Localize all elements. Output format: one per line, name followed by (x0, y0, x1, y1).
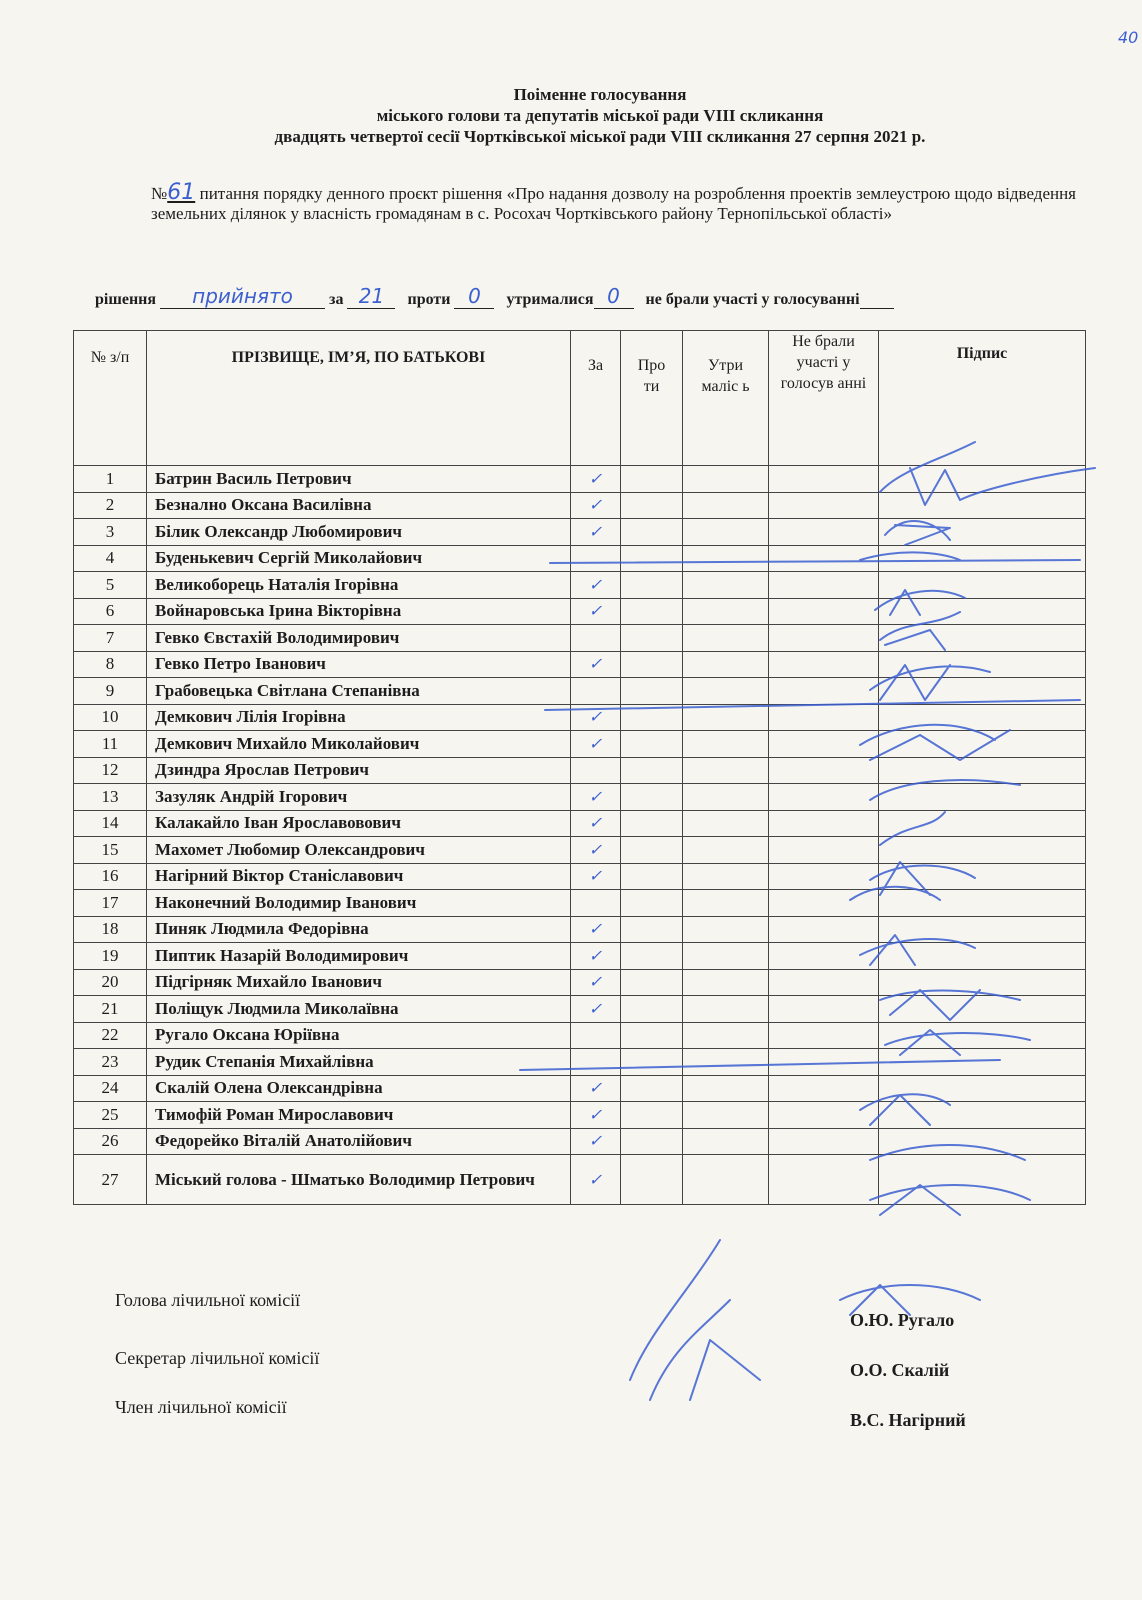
row-number: 14 (74, 810, 147, 837)
row-number: 1 (74, 466, 147, 493)
row-not-voted (769, 996, 879, 1023)
table-row (74, 1022, 1086, 1049)
commission-secretary-name: О.О. Скалій (850, 1360, 950, 1380)
row-number: 10 (74, 704, 147, 731)
row-signature (879, 1022, 1086, 1049)
row-not-voted (769, 704, 879, 731)
row-signature (879, 1128, 1086, 1155)
decision-label: рішення (95, 291, 157, 308)
row-number: 11 (74, 731, 147, 758)
row-vote-against (621, 678, 683, 705)
row-vote-abstain (683, 916, 769, 943)
row-name: Гевко Євстахій Володимирович (147, 625, 571, 652)
row-number: 16 (74, 863, 147, 890)
row-vote-against (621, 837, 683, 864)
row-vote-against (621, 545, 683, 572)
row-name: Демкович Михайло Миколайович (147, 731, 571, 758)
agenda-text: питання порядку денного проєкт рішення «Про надання дозволу на розроблення проектів землеустрою щодо відведення земельних ділянок у власність громадянам в с. Росохач Чортківського району Тернопільської області» (151, 184, 1077, 223)
row-vote-abstain (683, 1022, 769, 1049)
row-name: Войнаровська Ірина Вікторівна (147, 598, 571, 625)
row-name: Пиптик Назарій Володимирович (147, 943, 571, 970)
table-row (74, 810, 1086, 837)
row-not-voted (769, 651, 879, 678)
commission-chair-label: Голова лічильної комісії (115, 1290, 301, 1310)
row-not-voted (769, 545, 879, 572)
row-signature (879, 651, 1086, 678)
row-number: 6 (74, 598, 147, 625)
row-vote-against (621, 784, 683, 811)
row-vote-for: ✓ (571, 492, 621, 519)
row-vote-against (621, 969, 683, 996)
row-not-voted (769, 1128, 879, 1155)
table-row (74, 916, 1086, 943)
row-vote-for: ✓ (571, 651, 621, 678)
row-name: Зазуляк Андрій Ігорович (147, 784, 571, 811)
table-row (74, 1075, 1086, 1102)
commission-secretary-label: Секретар лічильної комісії (115, 1348, 320, 1368)
table-row (74, 519, 1086, 546)
row-vote-for (571, 1022, 621, 1049)
row-vote-abstain (683, 731, 769, 758)
row-name: Наконечний Володимир Іванович (147, 890, 571, 917)
table-row (74, 837, 1086, 864)
row-signature (879, 1049, 1086, 1076)
row-vote-for: ✓ (571, 1102, 621, 1129)
row-vote-for: ✓ (571, 1128, 621, 1155)
row-vote-for: ✓ (571, 810, 621, 837)
row-vote-for: ✓ (571, 1155, 621, 1205)
table-row (74, 545, 1086, 572)
row-not-voted (769, 916, 879, 943)
row-vote-against (621, 1128, 683, 1155)
row-vote-against (621, 757, 683, 784)
row-name: Дзиндра Ярослав Петрович (147, 757, 571, 784)
row-vote-for: ✓ (571, 969, 621, 996)
row-name: Махомет Любомир Олександрович (147, 837, 571, 864)
row-name: Безнално Оксана Василівна (147, 492, 571, 519)
row-vote-against (621, 943, 683, 970)
row-number: 2 (74, 492, 147, 519)
row-not-voted (769, 1022, 879, 1049)
row-not-voted (769, 466, 879, 493)
row-vote-for: ✓ (571, 996, 621, 1023)
row-vote-abstain (683, 519, 769, 546)
row-not-voted (769, 731, 879, 758)
row-vote-abstain (683, 1049, 769, 1076)
row-vote-abstain (683, 1075, 769, 1102)
row-number: 13 (74, 784, 147, 811)
table-row (74, 598, 1086, 625)
row-vote-abstain (683, 1128, 769, 1155)
commission-member-name: В.С. Нагірний (850, 1410, 966, 1430)
row-number: 15 (74, 837, 147, 864)
not-voted-label: не брали участі у голосуванні (645, 291, 860, 308)
row-vote-against (621, 1022, 683, 1049)
row-vote-abstain (683, 598, 769, 625)
row-signature (879, 1155, 1086, 1205)
row-vote-abstain (683, 810, 769, 837)
commission-member-label: Член лічильної комісії (115, 1397, 287, 1417)
row-not-voted (769, 625, 879, 652)
agenda-item (151, 180, 1077, 224)
row-not-voted (769, 837, 879, 864)
table-header-row (74, 331, 1086, 466)
row-name: Великоборець Наталія Ігорівна (147, 572, 571, 599)
row-signature (879, 731, 1086, 758)
table-row (74, 784, 1086, 811)
row-signature (879, 492, 1086, 519)
row-name: Грабовецька Світлана Степанівна (147, 678, 571, 705)
row-vote-against (621, 598, 683, 625)
row-number: 3 (74, 519, 147, 546)
row-name: Скалій Олена Олександрівна (147, 1075, 571, 1102)
for-count: 21 (358, 284, 385, 308)
table-row (74, 625, 1086, 652)
table-row (74, 731, 1086, 758)
row-not-voted (769, 678, 879, 705)
table-row (74, 996, 1086, 1023)
header-subtitle: міського голови та депутатів міської ради VIII скликання (376, 106, 824, 125)
row-vote-against (621, 625, 683, 652)
row-number: 22 (74, 1022, 147, 1049)
row-signature (879, 863, 1086, 890)
row-vote-abstain (683, 625, 769, 652)
row-vote-abstain (683, 863, 769, 890)
row-vote-for: ✓ (571, 598, 621, 625)
header-not-voted: Не брали участі у голосув анні (769, 331, 879, 466)
row-name: Рудик Степанія Михайлівна (147, 1049, 571, 1076)
row-signature (879, 810, 1086, 837)
table-row (74, 757, 1086, 784)
row-number: 5 (74, 572, 147, 599)
row-vote-abstain (683, 651, 769, 678)
row-vote-abstain (683, 969, 769, 996)
header-session: двадцять четвертої сесії Чортківської міської ради VIII скликання 27 серпня 2021 р. (274, 127, 926, 146)
row-signature (879, 678, 1086, 705)
table-row (74, 651, 1086, 678)
row-not-voted (769, 572, 879, 599)
commission-chair-name: О.Ю. Ругало (850, 1310, 955, 1330)
table-row (74, 678, 1086, 705)
row-vote-for: ✓ (571, 519, 621, 546)
row-signature (879, 704, 1086, 731)
handwritten-signature-commission-1 (630, 1240, 760, 1400)
row-vote-for (571, 890, 621, 917)
row-vote-against (621, 704, 683, 731)
abstain-label: утрималися (506, 291, 594, 308)
row-vote-for (571, 678, 621, 705)
row-vote-for (571, 757, 621, 784)
row-vote-for: ✓ (571, 837, 621, 864)
header-abstain: Утри маліс ь (683, 331, 769, 466)
header-title: Поіменне голосування (513, 85, 687, 104)
row-vote-abstain (683, 757, 769, 784)
row-vote-for: ✓ (571, 466, 621, 493)
table-row (74, 1128, 1086, 1155)
row-name: Ругало Оксана Юріївна (147, 1022, 571, 1049)
row-number: 26 (74, 1128, 147, 1155)
row-name: Буденькевич Сергій Миколайович (147, 545, 571, 572)
decision-line (95, 284, 1085, 309)
row-not-voted (769, 969, 879, 996)
row-vote-abstain (683, 784, 769, 811)
row-name: Міський голова - Шматько Володимир Петрович (147, 1155, 571, 1205)
row-vote-for: ✓ (571, 916, 621, 943)
row-vote-against (621, 1102, 683, 1129)
row-number: 21 (74, 996, 147, 1023)
row-vote-abstain (683, 704, 769, 731)
row-number: 9 (74, 678, 147, 705)
row-signature (879, 916, 1086, 943)
row-signature (879, 1102, 1086, 1129)
table-row (74, 704, 1086, 731)
row-not-voted (769, 757, 879, 784)
table-row (74, 1049, 1086, 1076)
agenda-number-value: 61 (167, 180, 196, 205)
row-vote-abstain (683, 890, 769, 917)
header-num: № з/п (74, 331, 147, 466)
row-vote-for: ✓ (571, 943, 621, 970)
row-vote-against (621, 519, 683, 546)
row-signature (879, 757, 1086, 784)
row-vote-abstain (683, 678, 769, 705)
row-vote-for: ✓ (571, 704, 621, 731)
row-number: 8 (74, 651, 147, 678)
row-number: 4 (74, 545, 147, 572)
row-vote-abstain (683, 492, 769, 519)
row-vote-against (621, 731, 683, 758)
row-signature (879, 545, 1086, 572)
row-name: Підгірняк Михайло Іванович (147, 969, 571, 996)
row-number: 17 (74, 890, 147, 917)
row-vote-against (621, 890, 683, 917)
row-vote-against (621, 572, 683, 599)
table-row (74, 1102, 1086, 1129)
row-vote-for (571, 1049, 621, 1076)
row-name: Поліщук Людмила Миколаївна (147, 996, 571, 1023)
table-row (74, 969, 1086, 996)
row-vote-abstain (683, 1155, 769, 1205)
row-number: 23 (74, 1049, 147, 1076)
row-name: Пиняк Людмила Федорівна (147, 916, 571, 943)
row-vote-against (621, 863, 683, 890)
row-signature (879, 996, 1086, 1023)
row-vote-for: ✓ (571, 863, 621, 890)
row-signature (879, 1075, 1086, 1102)
row-not-voted (769, 1075, 879, 1102)
row-vote-against (621, 492, 683, 519)
row-number: 27 (74, 1155, 147, 1205)
row-signature (879, 519, 1086, 546)
row-signature (879, 625, 1086, 652)
row-name: Білик Олександр Любомирович (147, 519, 571, 546)
table-row (74, 492, 1086, 519)
row-number: 24 (74, 1075, 147, 1102)
row-vote-against (621, 916, 683, 943)
row-not-voted (769, 863, 879, 890)
row-signature (879, 572, 1086, 599)
row-vote-for: ✓ (571, 784, 621, 811)
against-label: проти (407, 291, 451, 308)
row-vote-for: ✓ (571, 1075, 621, 1102)
row-vote-for (571, 625, 621, 652)
row-name: Нагірний Віктор Станіславович (147, 863, 571, 890)
page-number: 40 (1118, 28, 1139, 47)
row-vote-against (621, 996, 683, 1023)
row-not-voted (769, 943, 879, 970)
row-not-voted (769, 1155, 879, 1205)
row-signature (879, 784, 1086, 811)
header-name: ПРІЗВИЩЕ, ІМ’Я, ПО БАТЬКОВІ (147, 331, 571, 466)
row-vote-against (621, 810, 683, 837)
row-not-voted (769, 519, 879, 546)
row-not-voted (769, 784, 879, 811)
header-signature: Підпис (879, 331, 1086, 466)
row-vote-abstain (683, 837, 769, 864)
row-vote-for: ✓ (571, 572, 621, 599)
row-vote-against (621, 1075, 683, 1102)
row-vote-against (621, 1049, 683, 1076)
header-for: За (571, 331, 621, 466)
row-signature (879, 969, 1086, 996)
row-vote-against (621, 1155, 683, 1205)
for-label: за (329, 291, 344, 308)
abstain-count: 0 (607, 284, 620, 308)
row-name: Гевко Петро Іванович (147, 651, 571, 678)
row-vote-against (621, 651, 683, 678)
row-number: 18 (74, 916, 147, 943)
vote-table (73, 330, 1086, 1205)
document-header (120, 84, 1080, 147)
row-vote-abstain (683, 1102, 769, 1129)
row-vote-against (621, 466, 683, 493)
row-not-voted (769, 1049, 879, 1076)
row-name: Батрин Василь Петрович (147, 466, 571, 493)
row-number: 20 (74, 969, 147, 996)
row-not-voted (769, 1102, 879, 1129)
row-vote-abstain (683, 572, 769, 599)
row-not-voted (769, 598, 879, 625)
row-name: Тимофій Роман Мирославович (147, 1102, 571, 1129)
row-number: 25 (74, 1102, 147, 1129)
row-signature (879, 466, 1086, 493)
agenda-number-label: № (151, 184, 168, 203)
row-vote-abstain (683, 943, 769, 970)
row-number: 19 (74, 943, 147, 970)
row-signature (879, 943, 1086, 970)
row-name: Калакайло Іван Ярославовович (147, 810, 571, 837)
decision-value: прийнято (192, 284, 293, 308)
row-vote-abstain (683, 545, 769, 572)
row-signature (879, 837, 1086, 864)
row-not-voted (769, 810, 879, 837)
row-signature (879, 890, 1086, 917)
row-vote-abstain (683, 996, 769, 1023)
row-number: 12 (74, 757, 147, 784)
table-row (74, 943, 1086, 970)
row-not-voted (769, 890, 879, 917)
row-vote-abstain (683, 466, 769, 493)
row-name: Федорейко Віталій Анатолійович (147, 1128, 571, 1155)
row-vote-for: ✓ (571, 731, 621, 758)
row-vote-for (571, 545, 621, 572)
table-row (74, 863, 1086, 890)
row-number: 7 (74, 625, 147, 652)
table-row (74, 1155, 1086, 1205)
row-signature (879, 598, 1086, 625)
table-row (74, 890, 1086, 917)
table-row (74, 572, 1086, 599)
against-count: 0 (468, 284, 481, 308)
row-name: Демкович Лілія Ігорівна (147, 704, 571, 731)
table-row (74, 466, 1086, 493)
header-against: Про ти (621, 331, 683, 466)
row-not-voted (769, 492, 879, 519)
